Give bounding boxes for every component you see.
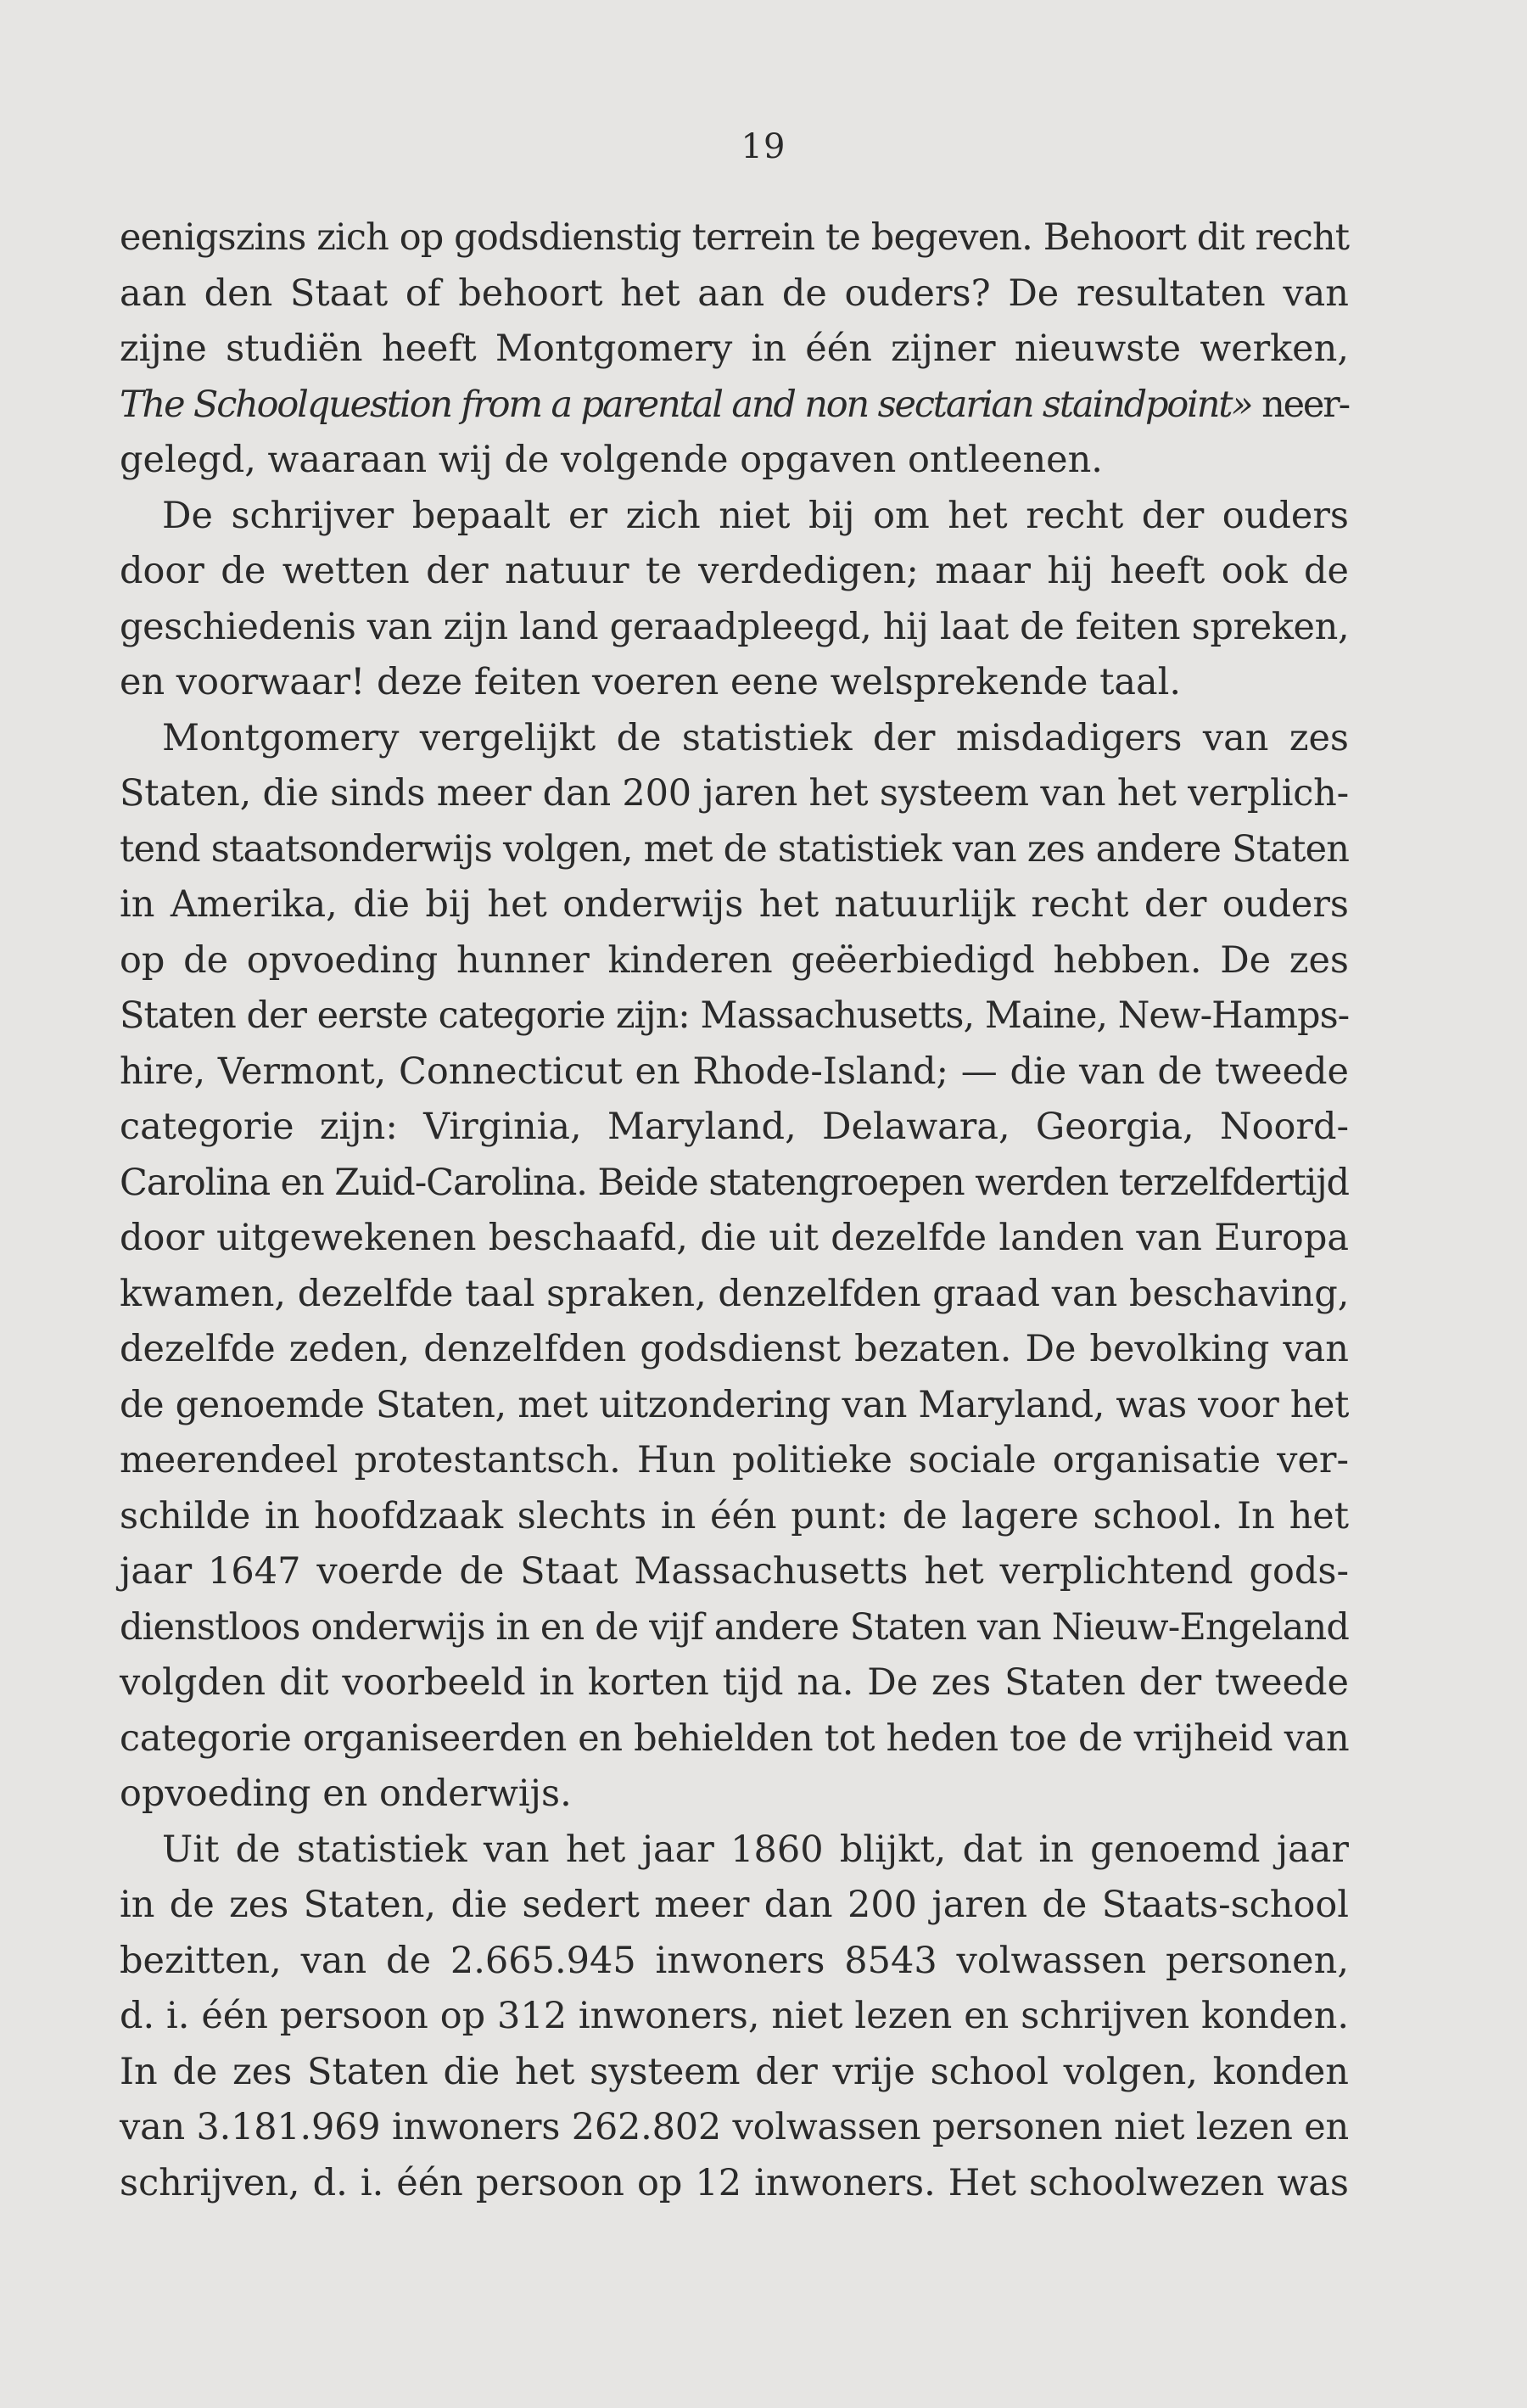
text-line: gelegd, waaraan wij de volgende opgaven ontleenen. xyxy=(120,439,1103,481)
text-line: Carolina en Zuid-Carolina. Beide statengroepen werden terzelfdertijd xyxy=(120,1161,1349,1204)
text-line: bezitten, van de 2.665.945 inwoners 8543 volwassen personen, xyxy=(120,1939,1349,1982)
text-line: op de opvoeding hunner kinderen geëerbiedigd hebben. De zes xyxy=(120,938,1349,982)
text-line: Montgomery vergelijkt de statistiek der misdadigers van zes xyxy=(162,716,1349,759)
text-line: dezelfde zeden, denzelfden godsdienst bezaten. De bevolking van xyxy=(120,1328,1349,1370)
text-line: door de wetten der natuur te verdedigen; maar hij heeft ook de xyxy=(120,550,1349,592)
text-line: opvoeding en onderwijs. xyxy=(120,1772,572,1815)
text-line: dienstloos onderwijs in en de vijf andere Staten van Nieuw-Engeland xyxy=(120,1605,1349,1649)
text-line: door uitgewekenen beschaafd, die uit dezelfde landen van Europa xyxy=(120,1217,1349,1259)
text-line: eenigszins zich op godsdienstig terrein te begeven. Behoort dit recht xyxy=(120,216,1350,259)
text-line: en voorwaar! deze feiten voeren eene welsprekende taal. xyxy=(120,661,1182,703)
text-line: Staten der eerste categorie zijn: Massachusetts, Maine, New-Hamps- xyxy=(120,994,1350,1037)
text-line: van 3.181.969 inwoners 262.802 volwassen personen niet lezen en xyxy=(120,2106,1349,2148)
book-title-italic: The Schoolquestion from a parental and non sectarian staindpoint» xyxy=(120,383,1252,426)
text-line: geschiedenis van zijn land geraadpleegd, hij laat de feiten spreken, xyxy=(120,605,1350,648)
text-line: categorie organiseerden en behielden tot heden toe de vrijheid van xyxy=(120,1716,1350,1760)
text-line: zijne studiën heeft Montgomery in één zijner nieuwste werken, xyxy=(120,328,1349,370)
text-line: meerendeel protestantsch. Hun politieke sociale organisatie ver- xyxy=(120,1439,1349,1481)
text-line: In de zes Staten die het systeem der vrije school volgen, konden xyxy=(120,2050,1349,2093)
page-number: 19 xyxy=(741,127,786,166)
body-text xyxy=(120,210,1349,2211)
text-line: jaar 1647 voerde de Staat Massachusetts het verplichtend gods- xyxy=(120,1550,1349,1593)
text-line: in de zes Staten, die sedert meer dan 200 jaren de Staats-school xyxy=(120,1884,1349,1926)
text-line: Staten, die sinds meer dan 200 jaren het systeem van het verplich- xyxy=(120,772,1349,815)
text-line: De schrijver bepaalt er zich niet bij om het recht der ouders xyxy=(162,494,1349,537)
text-line-rest: neer- xyxy=(1251,383,1349,426)
text-line: schrijven, d. i. één persoon op 12 inwoners. Het schoolwezen was xyxy=(120,2161,1349,2204)
text-line: categorie zijn: Virginia, Maryland, Delawara, Georgia, Noord- xyxy=(120,1106,1349,1148)
text-line: tend staatsonderwijs volgen, met de statistiek van zes andere Staten xyxy=(120,827,1350,871)
text-line: kwamen, dezelfde taal spraken, denzelfden graad van beschaving, xyxy=(120,1272,1350,1315)
text-line: aan den Staat of behoort het aan de ouders? De resultaten van xyxy=(120,272,1349,315)
text-line: schilde in hoofdzaak slechts in één punt: de lagere school. In het xyxy=(120,1494,1349,1537)
text-line: volgden dit voorbeeld in korten tijd na. De zes Staten der tweede xyxy=(120,1661,1349,1704)
text-line: d. i. één persoon op 312 inwoners, niet lezen en schrijven konden. xyxy=(120,1995,1349,2037)
text-line xyxy=(120,378,1349,434)
text-line: Uit de statistiek van het jaar 1860 blijkt, dat in genoemd jaar xyxy=(162,1828,1349,1871)
text-line: de genoemde Staten, met uitzondering van Maryland, was voor het xyxy=(120,1383,1350,1426)
text-line: in Amerika, die bij het onderwijs het natuurlijk recht der ouders xyxy=(120,883,1349,926)
text-line: hire, Vermont, Connecticut en Rhode-Island; — die van de tweede xyxy=(120,1050,1349,1093)
